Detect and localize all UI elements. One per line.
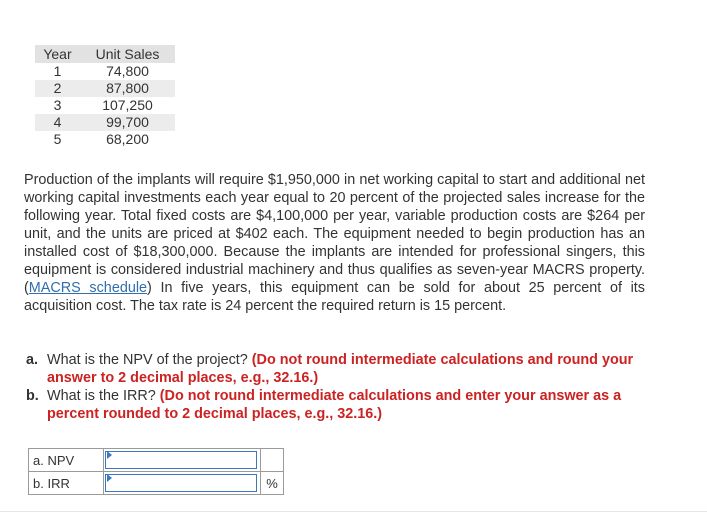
- question-text: What is the IRR?: [47, 388, 160, 404]
- npv-label: a. NPV: [29, 449, 104, 472]
- npv-input-cell: [104, 449, 261, 472]
- table-row: [35, 131, 175, 148]
- question-letter: a.: [26, 352, 39, 368]
- problem-paragraph: [24, 171, 645, 315]
- year-header: Year: [35, 45, 80, 63]
- paragraph-text-end: ) In five years, this equipment can be sold for about 25 percent of its acquisition cost. The tax rate is 24 percent the required return is 15 percent.: [24, 280, 645, 314]
- npv-row: [29, 449, 284, 472]
- question-instruction: (Do not round intermediate calculations and round your answer to 2 decimal places, e.g., 32.16.): [47, 352, 634, 386]
- sales-header-row: [35, 45, 175, 63]
- year-cell: 2: [35, 80, 80, 97]
- answer-table: [28, 448, 284, 495]
- question-a: [24, 351, 654, 387]
- table-row: [35, 80, 175, 97]
- unit-sales-cell: 68,200: [80, 131, 175, 148]
- percent-unit: %: [261, 472, 284, 495]
- irr-input[interactable]: [105, 474, 257, 492]
- question-instruction: (Do not round intermediate calculations and enter your answer as a percent rounded to 2 decimal places, e.g., 32.16.): [47, 388, 622, 422]
- input-marker-icon: [107, 474, 112, 482]
- table-row: [35, 114, 175, 131]
- year-cell: 4: [35, 114, 80, 131]
- year-cell: 1: [35, 63, 80, 80]
- unit-sales-cell: 99,700: [80, 114, 175, 131]
- unit-sales-header: Unit Sales: [80, 45, 175, 63]
- irr-row: [29, 472, 284, 495]
- year-cell: 5: [35, 131, 80, 148]
- input-marker-icon: [107, 451, 112, 459]
- question-b: [24, 387, 654, 423]
- unit-sales-cell: 107,250: [80, 97, 175, 114]
- year-cell: 3: [35, 97, 80, 114]
- npv-unit-cell: [261, 449, 284, 472]
- unit-sales-table: [35, 45, 175, 148]
- irr-input-cell: [104, 472, 261, 495]
- macrs-schedule-link[interactable]: MACRS schedule: [28, 280, 148, 296]
- question-letter: b.: [26, 388, 39, 404]
- table-row: [35, 63, 175, 80]
- divider: [0, 511, 707, 512]
- unit-sales-cell: 74,800: [80, 63, 175, 80]
- question-text: What is the NPV of the project?: [47, 352, 252, 368]
- npv-input[interactable]: [105, 451, 257, 469]
- question-list: [24, 351, 654, 423]
- irr-label: b. IRR: [29, 472, 104, 495]
- table-row: [35, 97, 175, 114]
- paragraph-text: Production of the implants will require $1,950,000 in net working capital to start and additional net working capital investments each year equal to 20 percent of the projected sales increase for the following year. Total fixed costs are $4,100,000 per year, variable production costs are $264 per unit, and the units are priced at $402 each. The equipment needed to begin production has an installed cost of $18,300,000. Because the implants are intended for professional singers, this equipment is considered industrial machinery and thus qualifies as seven-year MACRS property. (: [24, 172, 645, 296]
- unit-sales-cell: 87,800: [80, 80, 175, 97]
